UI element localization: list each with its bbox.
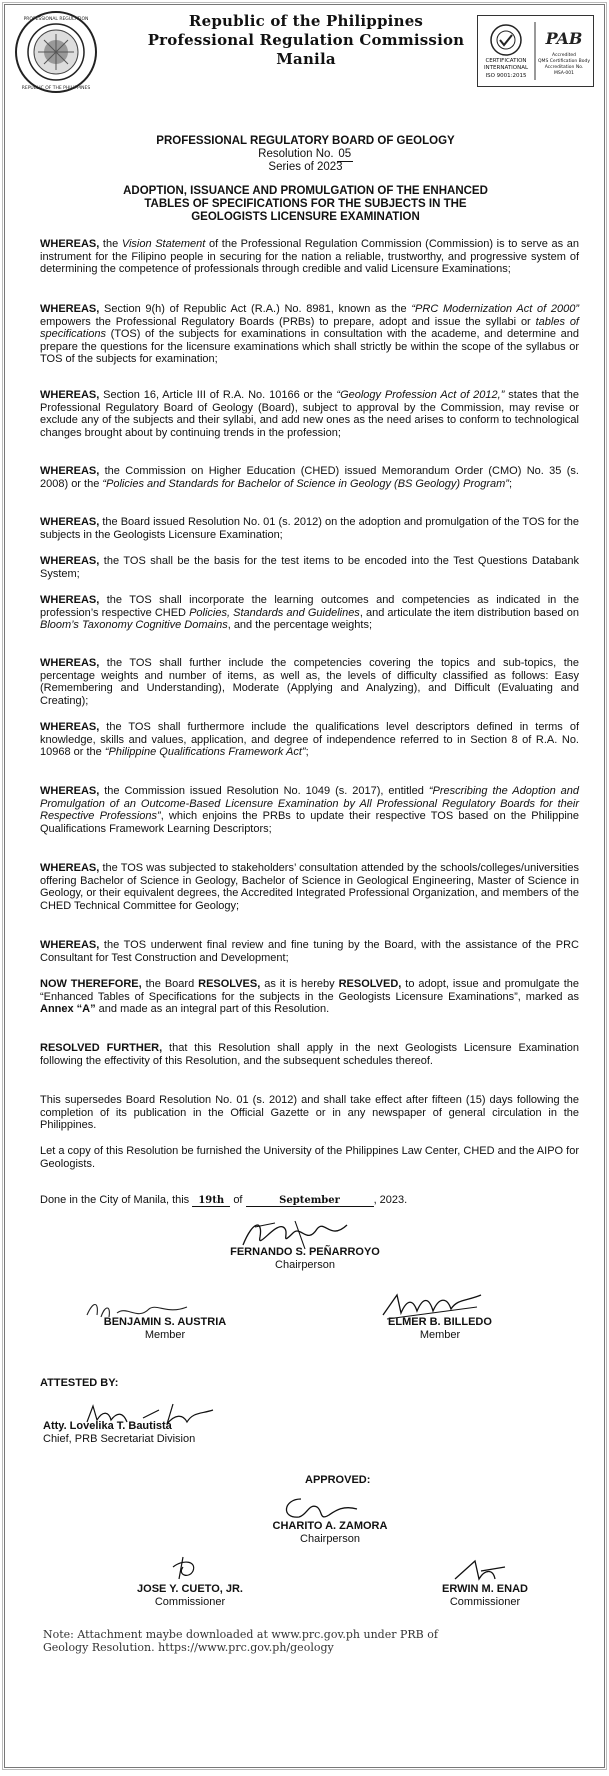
title-line3: GEOLOGISTS LICENSURE EXAMINATION	[191, 211, 420, 223]
document-page	[4, 4, 605, 1768]
note-line2: Geology Resolution. https://www.prc.gov.ph/geology	[43, 1641, 334, 1654]
pab-sub4: MSA-001	[553, 71, 575, 76]
resolution-number	[5, 148, 606, 162]
commissioner2-name: ERWIN M. ENAD	[442, 1583, 528, 1595]
svg-text:PROFESSIONAL REGULATION: PROFESSIONAL REGULATION	[23, 17, 89, 22]
chair-signatory	[185, 1246, 425, 1271]
resolution-no-value: 05	[338, 148, 352, 160]
secretary-name: Atty. Lovelika T. Bautista	[43, 1420, 172, 1432]
resolution-series: Series of 2023	[268, 161, 343, 173]
title-line1: ADOPTION, ISSUANCE AND PROMULGATION OF THE ENHANCED	[123, 185, 488, 197]
resolves-paragraph: NOW THEREFORE, the Board RESOLVES, as it is hereby RESOLVED, to adopt, issue and promulgate the “Enhanced Tables of Specifications for the subjects in the Geologists Licensure Examinations”, marked as Annex “A” and made as an integral part of this Resolution.	[40, 978, 579, 1015]
member2-signatory	[345, 1316, 535, 1341]
whereas-paragraph-5: WHEREAS, the Board issued Resolution No. 01 (s. 2012) on the adoption and promulgation of the TOS for the subjects in the Geologists Licensure Examination;	[40, 516, 579, 541]
done-in-manila-line: Done in the City of Manila, this 19th of September , 2023.	[40, 1194, 408, 1206]
resolved-further-paragraph: RESOLVED FURTHER, that this Resolution shall apply in the next Geologists Licensure Examination following the effectivity of this Resolution, and the subsequent schedules thereof.	[40, 1042, 580, 1067]
whereas-paragraph-4: WHEREAS, the Commission on Higher Education (CHED) issued Memorandum Order (CMO) No. 35 (s. 2008) or the “Policies and Standards for Bachelor of Science in Geology (BS Geology) Program”;	[40, 465, 579, 490]
approved-label: APPROVED:	[305, 1474, 371, 1486]
commissioner1-role: Commissioner	[154, 1595, 226, 1608]
pab-logo-text: PAB	[545, 29, 583, 48]
member1-signatory	[70, 1316, 260, 1341]
whereas-paragraph-3: WHEREAS, Section 16, Article III of R.A. No. 10166 or the “Geology Profession Act of 2012,” states that the Professional Regulatory Board of Geology (Board), subject to approval by the Commission, may revise or exclude any of the subjects and their syllabi, and add new ones as the need arises to conform to technological changes brought about by continuing trends in the profession;	[40, 389, 579, 439]
header-prc: Professional Regulation Commission	[147, 31, 465, 49]
commissioner2-role: Commissioner	[449, 1595, 521, 1608]
svg-text:REPUBLIC OF THE PHILIPPINES: REPUBLIC OF THE PHILIPPINES	[21, 86, 91, 91]
prc-chair-name: CHARITO A. ZAMORA	[272, 1520, 388, 1532]
iso-certification-badge	[477, 15, 594, 87]
commissioner1-signatory	[100, 1583, 280, 1608]
title-line2: TABLES OF SPECIFICATIONS FOR THE SUBJECTS IN THE	[144, 198, 467, 210]
cert-line2: INTERNATIONAL	[483, 65, 529, 71]
whereas-paragraph-12: WHEREAS, the TOS underwent final review and fine tuning by the Board, with the assistance of the PRC Consultant for Test Construction and Development;	[40, 939, 579, 964]
prc-chair-role: Chairperson	[300, 1532, 360, 1545]
whereas-paragraph-11: WHEREAS, the TOS was subjected to stakeholders’ consultation attended by the schools/colleges/universities offering Bachelor of Science in Geology, Bachelor of Science in Geological Engineering, Master of Science in Geology, or their equivalent degrees, the Accredited Integrated Professional Organization, and members of the CHED Technical Committee for Geology;	[40, 862, 579, 912]
commissioner2-signatory	[395, 1583, 575, 1608]
done-day: 19th	[192, 1195, 230, 1207]
pab-sub3: Accreditation No.	[544, 65, 584, 70]
pab-sub1: Accredited	[552, 53, 576, 58]
secretary-signatory	[43, 1420, 195, 1445]
done-month: September	[246, 1195, 374, 1207]
whereas-paragraph-10: WHEREAS, the Commission issued Resolution No. 1049 (s. 2017), entitled “Prescribing the Adoption and Promulgation of an Outcome-Based Licensure Examination by All Professional Regulatory Boards for their Respective Professions”, which enjoins the PRBs to update their respective TOS based on the Philippine Qualifications Framework Learning Descriptors;	[40, 785, 580, 835]
signature-commissioner2	[445, 1557, 515, 1585]
supersedes-paragraph: This supersedes Board Resolution No. 01 (s. 2012) and shall take effect after fifteen (15) days following the completion of its publication in the Official Gazette or in any newspaper of general circulation in the Philippines.	[40, 1094, 579, 1131]
whereas-paragraph-6: WHEREAS, the TOS shall be the basis for the test items to be encoded into the Test Questions Databank System;	[40, 555, 579, 580]
attachment-note	[43, 1628, 513, 1654]
member2-name: ELMER B. BILLEDO	[388, 1316, 492, 1328]
member2-role: Member	[419, 1328, 461, 1341]
whereas-paragraph-7: WHEREAS, the TOS shall incorporate the learning outcomes and competencies as indicated in the profession’s respective CHED Policies, Standards and Guidelines, and articulate the item distribution based on Bloom’s Taxonomy Cognitive Domains, and the percentage weights;	[40, 594, 579, 631]
secretary-role: Chief, PRB Secretariat Division	[43, 1432, 196, 1445]
member1-name: BENJAMIN S. AUSTRIA	[103, 1316, 227, 1328]
cert-line3: ISO 9001:2015	[485, 73, 527, 79]
chair-name: FERNANDO S. PEÑARROYO	[230, 1246, 380, 1258]
note-line1: Note: Attachment maybe downloaded at www.prc.gov.ph under PRB of	[43, 1628, 438, 1641]
whereas-paragraph-2: WHEREAS, Section 9(h) of Republic Act (R.A.) No. 8981, known as the “PRC Modernization Act of 2000” empowers the Professional Regulatory Boards (PRBs) to prepare, adopt and issue the syllabi or tables of specifications (TOS) of the subjects for examinations in consultation with the academe, and determine and prepare the questions for the licensure examinations which shall strictly be within the scope of the syllabus or TOS of the subjects for examination;	[40, 303, 580, 365]
attested-by-label: ATTESTED BY:	[40, 1377, 119, 1389]
header-manila: Manila	[276, 50, 336, 68]
commissioner1-name: JOSE Y. CUETO, JR.	[137, 1583, 243, 1595]
chair-role: Chairperson	[275, 1258, 335, 1271]
prc-seal-logo	[14, 10, 98, 94]
furnish-copy-paragraph: Let a copy of this Resolution be furnished the University of the Philippines Law Center, CHED and the AIPO for Geologists.	[40, 1145, 579, 1170]
pab-sub2: QMS Certification Body	[538, 59, 590, 64]
whereas-paragraph-1: WHEREAS, the Vision Statement of the Professional Regulation Commission (Commission) is to serve as an instrument for the Filipino people in securing for the nation a reliable, trustworthy, and progressive system of determining the competence of professionals through credible and valid Licensure Examinations;	[40, 238, 579, 275]
whereas-paragraph-9: WHEREAS, the TOS shall furthermore include the qualifications level descriptors defined in terms of knowledge, skills and values, application, and degree of independence referred to in Section 8 of R.A. No. 10968 or the “Philippine Qualifications Framework Act”;	[40, 721, 579, 758]
resolution-prefix: Resolution No.	[258, 148, 334, 160]
header-republic: Republic of the Philippines	[188, 12, 424, 30]
whereas-paragraph-8: WHEREAS, the TOS shall further include the competencies covering the topics and sub-topics, the percentage weights and number of items, as well as, the levels of difficulty classified as follows: Easy (Remembering and Understanding), Moderate (Applying and Analyzing), and Difficult (Evaluating and Creating);	[40, 657, 579, 707]
board-name: PROFESSIONAL REGULATORY BOARD OF GEOLOGY	[156, 135, 455, 147]
prc-chair-signatory	[235, 1520, 425, 1545]
cert-line1: CERTIFICATION	[485, 58, 527, 64]
signature-commissioner1	[153, 1553, 213, 1583]
member1-role: Member	[144, 1328, 186, 1341]
